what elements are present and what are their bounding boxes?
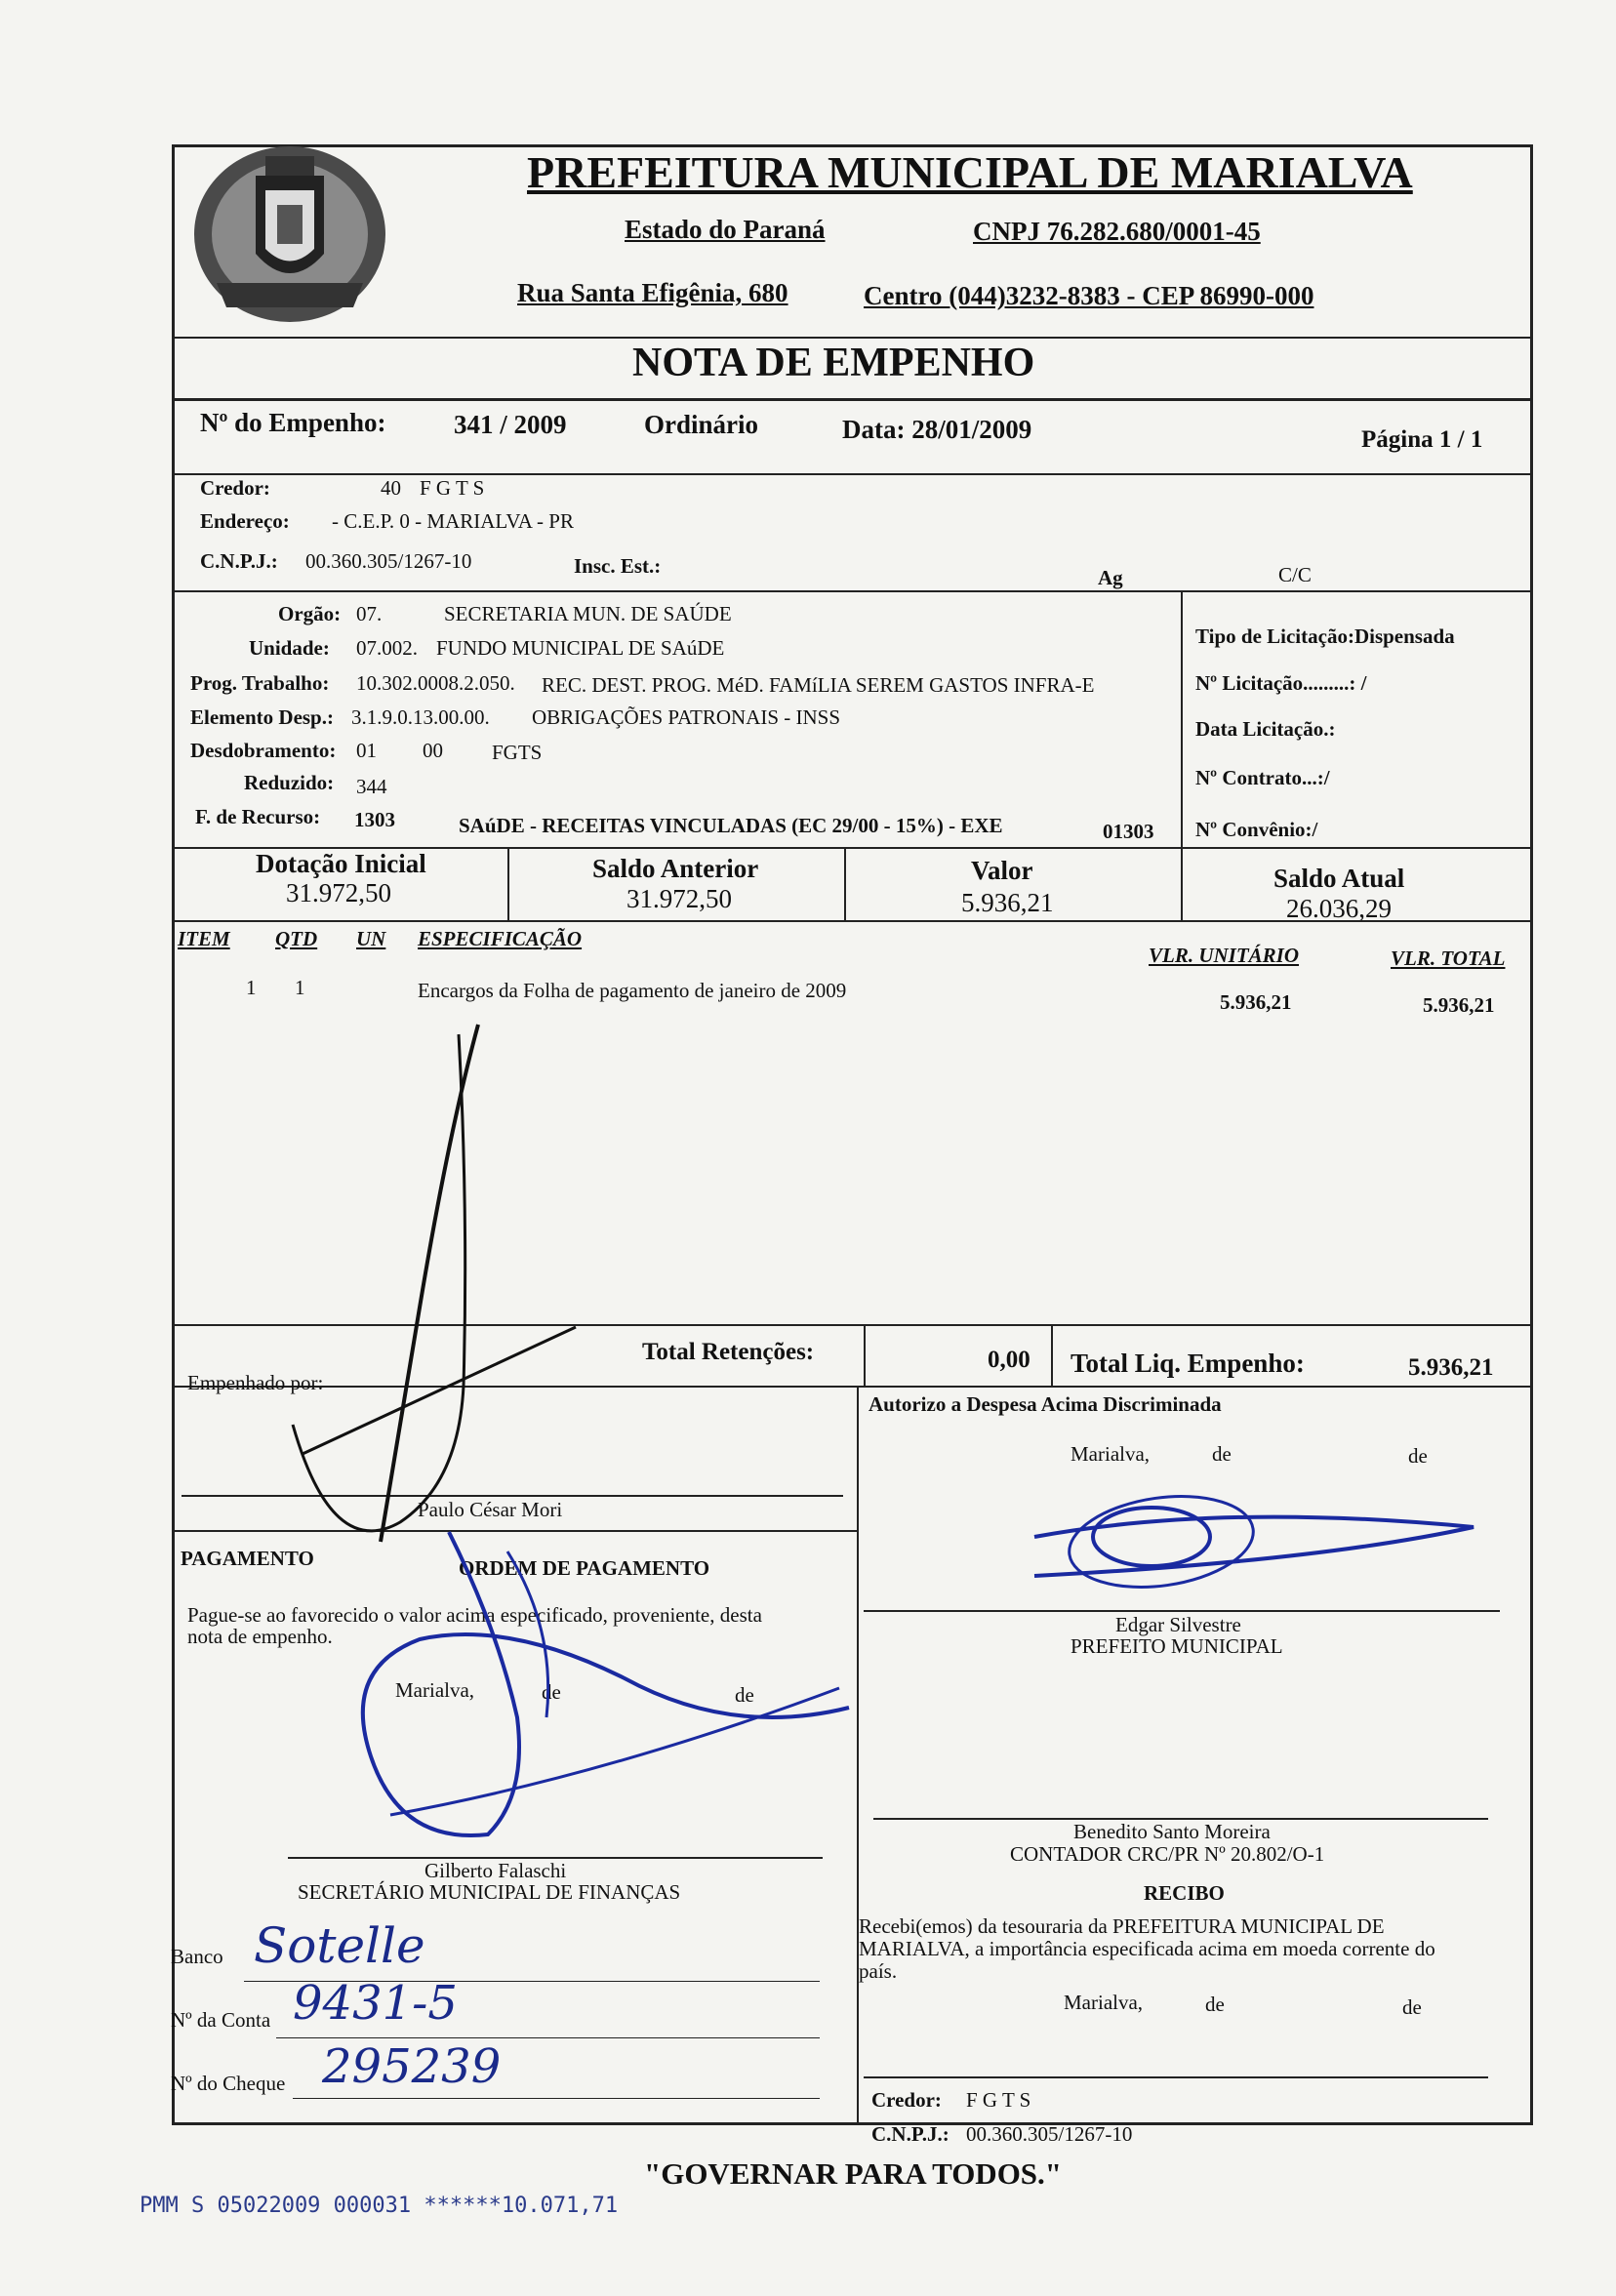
dotacao-inicial-value: 31.972,50 bbox=[286, 878, 391, 907]
conta-label: Nº da Conta bbox=[171, 2008, 271, 2032]
divider bbox=[172, 473, 1533, 475]
divider bbox=[172, 590, 1533, 592]
cheque-value: 295239 bbox=[322, 2039, 502, 2094]
recibo-de1: de bbox=[1205, 1993, 1225, 2016]
empenho-number: 341 / 2009 bbox=[454, 410, 567, 439]
recibo-place: Marialva, bbox=[1064, 1991, 1144, 2014]
empenhado-label: Empenhado por: bbox=[187, 1371, 324, 1394]
orgao-label: Orgão: bbox=[278, 602, 342, 625]
ag-label: Ag bbox=[1098, 566, 1123, 589]
prog-trabalho-code: 10.302.0008.2.050. bbox=[356, 671, 515, 695]
dotacao-inicial-label: Dotação Inicial bbox=[256, 849, 426, 878]
item-vlr-total: 5.936,21 bbox=[1423, 993, 1495, 1017]
insc-est-label: Insc. Est.: bbox=[574, 554, 662, 578]
conta-value: 9431-5 bbox=[293, 1976, 458, 2031]
col-vlr-total: VLR. TOTAL bbox=[1391, 947, 1506, 970]
recibo-line-1: Recebi(emos) da tesouraria da PREFEITURA MUNICIPAL DE bbox=[859, 1914, 1385, 1938]
saldo-anterior-label: Saldo Anterior bbox=[592, 854, 759, 883]
credor-code: 40 bbox=[381, 476, 401, 500]
valor-value: 5.936,21 bbox=[961, 888, 1054, 917]
retencoes-value: 0,00 bbox=[988, 1347, 1030, 1373]
recibo-de2: de bbox=[1402, 1995, 1422, 2019]
empenhado-name: Paulo César Mori bbox=[418, 1498, 563, 1521]
endereco-label: Endereço: bbox=[200, 509, 290, 533]
signature-line bbox=[864, 2076, 1488, 2078]
recurso-name: SAúDE - RECEITAS VINCULADAS (EC 29/00 - 15%) - EXE bbox=[459, 814, 1003, 837]
col-vlr-unitario: VLR. UNITÁRIO bbox=[1149, 944, 1300, 967]
divider bbox=[172, 398, 1533, 401]
autorizo-de1: de bbox=[1212, 1442, 1232, 1466]
divider bbox=[844, 847, 846, 920]
elemento-code: 3.1.9.0.13.00.00. bbox=[351, 705, 490, 729]
signature-empenho bbox=[273, 1015, 586, 1561]
pagamento-de2: de bbox=[735, 1683, 754, 1707]
pagamento-title: PAGAMENTO bbox=[181, 1547, 314, 1570]
col-item: ITEM bbox=[178, 927, 230, 950]
prefeito-name: Edgar Silvestre bbox=[1115, 1613, 1241, 1636]
numero-convenio: Nº Convênio:/ bbox=[1195, 818, 1318, 841]
prog-trabalho-label: Prog. Trabalho: bbox=[190, 671, 330, 695]
reduzido-value: 344 bbox=[356, 775, 387, 798]
retencoes-label: Total Retenções: bbox=[642, 1339, 815, 1365]
autorizo-place: Marialva, bbox=[1071, 1442, 1151, 1466]
header-address: Rua Santa Efigênia, 680 bbox=[517, 278, 788, 307]
secretario-name: Gilberto Falaschi bbox=[424, 1859, 567, 1882]
numero-contrato: Nº Contrato...:/ bbox=[1195, 766, 1330, 789]
prefeito-role: PREFEITO MUNICIPAL bbox=[1071, 1634, 1283, 1658]
pagamento-text-1: Pague-se ao favorecido o valor acima especificado, proveniente, desta bbox=[187, 1603, 762, 1627]
contador-role: CONTADOR CRC/PR Nº 20.802/O-1 bbox=[1010, 1842, 1325, 1866]
signature-line bbox=[864, 1610, 1500, 1612]
recibo-credor-value: F G T S bbox=[966, 2088, 1031, 2112]
orgao-name: SECRETARIA MUN. DE SAÚDE bbox=[444, 602, 732, 625]
document-title: NOTA DE EMPENHO bbox=[632, 341, 1035, 385]
item-number: 1 bbox=[246, 976, 257, 999]
divider bbox=[1181, 847, 1183, 920]
total-liquido-label: Total Liq. Empenho: bbox=[1071, 1349, 1305, 1378]
recurso-code: 1303 bbox=[354, 808, 395, 831]
header-district-phone: Centro (044)3232-8383 - CEP 86990-000 bbox=[864, 281, 1314, 310]
col-especificacao: ESPECIFICAÇÃO bbox=[418, 927, 583, 950]
item-vlr-unitario: 5.936,21 bbox=[1220, 990, 1292, 1014]
credor-name: F G T S bbox=[420, 476, 485, 500]
recurso-label: F. de Recurso: bbox=[195, 805, 321, 828]
divider bbox=[864, 1324, 866, 1388]
page-title: PREFEITURA MUNICIPAL DE MARIALVA bbox=[527, 147, 1413, 197]
col-un: UN bbox=[356, 927, 386, 950]
divider bbox=[172, 920, 1533, 922]
data-licitacao: Data Licitação.: bbox=[1195, 717, 1336, 741]
orgao-code: 07. bbox=[356, 602, 383, 625]
footer-motto: "GOVERNAR PARA TODOS." bbox=[644, 2156, 1063, 2191]
banco-value: Sotelle bbox=[254, 1917, 425, 1974]
desdobramento-name: FGTS bbox=[492, 741, 543, 764]
recibo-cnpj-value: 00.360.305/1267-10 bbox=[966, 2122, 1133, 2146]
signature-prefeito bbox=[1025, 1483, 1483, 1600]
divider bbox=[1051, 1324, 1053, 1388]
signature-secretario bbox=[312, 1522, 859, 1854]
coat-of-arms-logo bbox=[187, 137, 392, 332]
saldo-atual-label: Saldo Atual bbox=[1273, 864, 1405, 893]
header-cnpj: CNPJ 76.282.680/0001-45 bbox=[973, 217, 1261, 246]
item-description: Encargos da Folha de pagamento de janeiro de 2009 bbox=[418, 979, 847, 1002]
total-liquido-value: 5.936,21 bbox=[1408, 1354, 1494, 1381]
header-state: Estado do Paraná bbox=[625, 215, 826, 244]
empenho-date: Data: 28/01/2009 bbox=[842, 415, 1032, 444]
item-qtd: 1 bbox=[295, 976, 305, 999]
recibo-title: RECIBO bbox=[1144, 1881, 1225, 1905]
divider bbox=[1181, 590, 1183, 849]
unidade-name: FUNDO MUNICIPAL DE SAúDE bbox=[436, 636, 725, 660]
recibo-cnpj-label: C.N.P.J.: bbox=[871, 2122, 949, 2146]
divider bbox=[507, 847, 509, 920]
cnpj-label: C.N.P.J.: bbox=[200, 549, 278, 573]
unidade-label: Unidade: bbox=[249, 636, 330, 660]
pagamento-place: Marialva, bbox=[395, 1678, 475, 1702]
recibo-line-3: país. bbox=[859, 1959, 898, 1983]
credor-label: Credor: bbox=[200, 476, 270, 500]
elemento-label: Elemento Desp.: bbox=[190, 705, 334, 729]
secretario-role: SECRETÁRIO MUNICIPAL DE FINANÇAS bbox=[298, 1880, 681, 1904]
endereco-value: - C.E.P. 0 - MARIALVA - PR bbox=[332, 509, 574, 533]
banco-label: Banco bbox=[171, 1945, 223, 1968]
autorizo-de2: de bbox=[1408, 1444, 1428, 1468]
ordem-pagamento-title: ORDEM DE PAGAMENTO bbox=[459, 1556, 710, 1580]
cheque-label: Nº do Cheque bbox=[171, 2072, 286, 2095]
elemento-name: OBRIGAÇÕES PATRONAIS - INSS bbox=[532, 705, 841, 729]
valor-label: Valor bbox=[971, 856, 1033, 885]
recurso-code2: 01303 bbox=[1103, 820, 1154, 843]
conta-line bbox=[276, 2037, 820, 2038]
numero-licitacao: Nº Licitação.........: / bbox=[1195, 671, 1367, 695]
footer-stamp: PMM S 05022009 000031 ******10.071,71 bbox=[140, 2194, 619, 2218]
cc-label: C/C bbox=[1278, 563, 1312, 586]
cnpj-value: 00.360.305/1267-10 bbox=[305, 549, 472, 573]
empenho-type: Ordinário bbox=[644, 410, 759, 439]
empenho-page: Página 1 / 1 bbox=[1361, 426, 1483, 453]
pagamento-de1: de bbox=[542, 1680, 561, 1704]
pagamento-text-2: nota de empenho. bbox=[187, 1625, 333, 1648]
col-qtd: QTD bbox=[275, 927, 318, 950]
saldo-anterior-value: 31.972,50 bbox=[626, 884, 732, 913]
empenho-label: Nº do Empenho: bbox=[200, 408, 386, 437]
cheque-line bbox=[293, 2098, 820, 2099]
divider bbox=[172, 337, 1533, 339]
desdobramento-a: 01 bbox=[356, 739, 377, 762]
desdobramento-b: 00 bbox=[423, 739, 443, 762]
reduzido-label: Reduzido: bbox=[244, 771, 335, 794]
unidade-code: 07.002. bbox=[356, 636, 418, 660]
saldo-atual-value: 26.036,29 bbox=[1286, 894, 1392, 923]
desdobramento-label: Desdobramento: bbox=[190, 739, 337, 762]
recibo-credor-label: Credor: bbox=[871, 2088, 942, 2112]
contador-name: Benedito Santo Moreira bbox=[1073, 1820, 1271, 1843]
recibo-line-2: MARIALVA, a importância especificada acima em moeda corrente do bbox=[859, 1937, 1435, 1960]
autorizo-text: Autorizo a Despesa Acima Discriminada bbox=[869, 1392, 1222, 1416]
tipo-licitacao: Tipo de Licitação:Dispensada bbox=[1195, 624, 1455, 648]
prog-trabalho-name: REC. DEST. PROG. MéD. FAMíLIA SEREM GASTOS INFRA-E bbox=[542, 673, 1095, 697]
